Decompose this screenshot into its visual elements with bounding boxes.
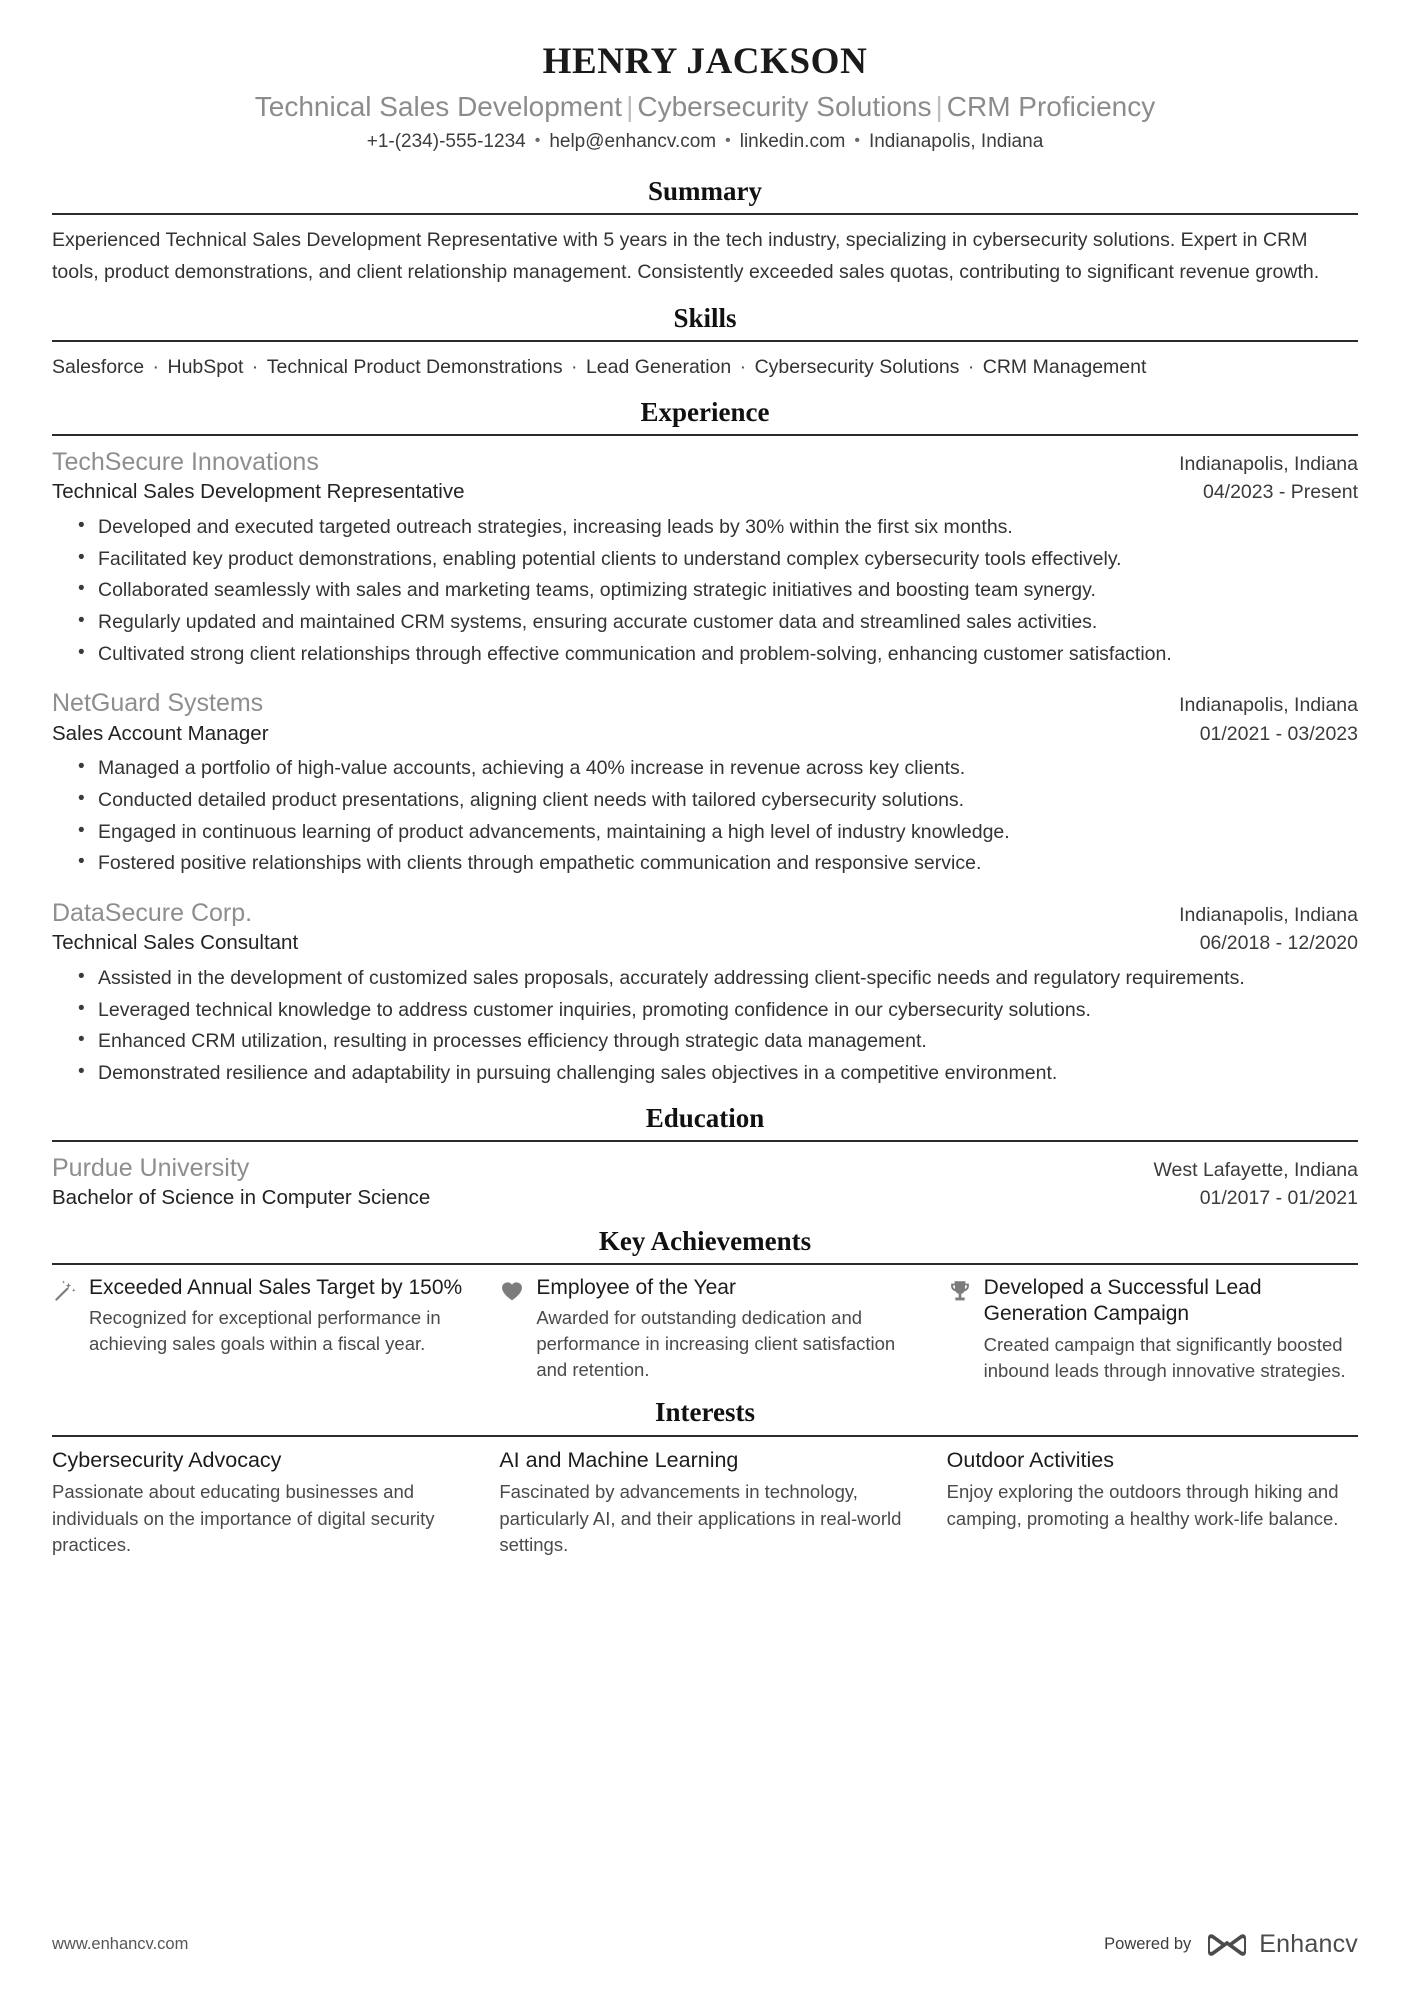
company-location: Indianapolis, Indiana (1179, 903, 1358, 926)
interest-item (947, 1447, 1358, 1532)
section-rule (52, 213, 1358, 215)
company-name: TechSecure Innovations (52, 447, 319, 476)
skill-item: Salesforce (52, 355, 145, 378)
degree-title: Bachelor of Science in Computer Science (52, 1186, 431, 1210)
section-rule (52, 434, 1358, 436)
responsibility-item: • Fostered positive relationships with clients through empathetic communication and responsive service. (78, 849, 1358, 879)
powered-by-label: Powered by (1104, 1935, 1192, 1953)
achievement-item (499, 1275, 910, 1383)
entry-subheader-row (52, 720, 1358, 748)
section-interests (52, 1397, 1358, 1558)
entry-subheader-row (52, 929, 1358, 957)
section-rule (52, 1435, 1358, 1437)
education-entries (52, 1152, 1358, 1212)
enhancv-logo (1204, 1930, 1358, 1959)
contact-linkedin[interactable]: linkedin.com (739, 130, 846, 152)
section-experience (52, 397, 1358, 1089)
headline-divider-icon: | (626, 90, 634, 122)
job-dates: 04/2023 - Present (1202, 481, 1358, 504)
bullet-separator-icon: • (854, 131, 860, 149)
responsibility-item: • Facilitated key product demonstrations, enabling potential clients to understand complex cybersecurity tools effectively. (78, 545, 1358, 575)
interest-description: Enjoy exploring the outdoors through hiking and camping, promoting a healthy work-life balance. (946, 1481, 1339, 1529)
job-dates: 06/2018 - 12/2020 (1199, 932, 1358, 955)
achievement-body (984, 1275, 1358, 1384)
skill-item: Cybersecurity Solutions (754, 355, 960, 378)
achievement-item (947, 1275, 1358, 1384)
achievement-column (499, 1275, 910, 1383)
job-title: Technical Sales Development Representative (52, 480, 465, 504)
achievement-column (52, 1275, 463, 1357)
contact-location: Indianapolis, Indiana (868, 130, 1044, 152)
resume-header (52, 42, 1358, 154)
section-rule (52, 1140, 1358, 1142)
job-title: Technical Sales Consultant (52, 931, 299, 955)
achievement-body (536, 1275, 910, 1383)
enhancv-mark-icon (1204, 1932, 1250, 1958)
headline-part-2: Cybersecurity Solutions (637, 90, 932, 122)
company-location: Indianapolis, Indiana (1179, 694, 1358, 717)
summary-text: Experienced Technical Sales Development Representative with 5 years in the tech industry, specializing in cybersecurity solutions. Expert in CRM tools, product demonstrations, and client relationship management. Consistently exceeded sales quotas, contributing to significant revenue growth. (52, 229, 1320, 283)
responsibility-item: • Managed a portfolio of high-value accounts, achieving a 40% increase in revenue across key clients. (78, 754, 1358, 784)
responsibility-item: • Cultivated strong client relationships through effective communication and problem-solving, enhancing customer satisfaction. (78, 640, 1358, 670)
achievement-title: Exceeded Annual Sales Target by 150% (89, 1275, 463, 1299)
experience-entry (52, 897, 1358, 1089)
company-location: Indianapolis, Indiana (1179, 452, 1358, 475)
heart-icon (499, 1278, 525, 1304)
contact-phone: +1-(234)-555-1234 (366, 130, 526, 152)
achievement-item (52, 1275, 463, 1357)
entry-header-row (52, 446, 1358, 479)
candidate-name: HENRY JACKSON (542, 41, 868, 82)
achievement-title: Developed a Successful Lead Generation Campaign (983, 1275, 1262, 1326)
interest-title: Cybersecurity Advocacy (52, 1447, 282, 1472)
skill-separator-icon: · (565, 355, 583, 378)
section-title-education: Education (645, 1102, 765, 1133)
headline-divider-icon: | (935, 90, 943, 122)
responsibility-list (52, 513, 1358, 669)
interests-columns (52, 1447, 1358, 1559)
section-rule (52, 1263, 1358, 1265)
section-summary (52, 176, 1358, 288)
section-key-achievements (52, 1226, 1358, 1384)
school-location: West Lafayette, Indiana (1153, 1158, 1358, 1181)
footer-branding (1104, 1930, 1358, 1959)
contact-email[interactable]: help@enhancv.com (549, 130, 717, 152)
headline-part-3: CRM Proficiency (946, 90, 1156, 122)
skill-separator-icon: · (147, 355, 165, 378)
entry-header-row (52, 1152, 1358, 1185)
experience-entry (52, 687, 1358, 879)
section-skills (52, 303, 1358, 383)
education-entry (52, 1152, 1358, 1212)
section-title-key-achievements: Key Achievements (598, 1225, 812, 1256)
company-name: NetGuard Systems (52, 689, 264, 718)
skill-separator-icon: · (962, 355, 980, 378)
interest-item (52, 1447, 463, 1559)
section-rule (52, 340, 1358, 342)
bullet-separator-icon: • (534, 131, 541, 149)
entry-header-row (52, 687, 1358, 720)
responsibility-item: • Enhanced CRM utilization, resulting in processes efficiency through strategic data management. (78, 1027, 1358, 1057)
section-title-interests: Interests (655, 1397, 755, 1428)
responsibility-list (52, 964, 1358, 1089)
skill-item: Lead Generation (585, 355, 732, 378)
job-dates: 01/2021 - 03/2023 (1199, 722, 1358, 745)
job-title: Sales Account Manager (52, 721, 269, 745)
skills-list (52, 352, 1358, 383)
company-name: DataSecure Corp. (52, 898, 253, 927)
interest-item (499, 1447, 910, 1559)
school-name: Purdue University (52, 1153, 250, 1182)
responsibility-item: • Engaged in continuous learning of product advancements, maintaining a high level of industry knowledge. (78, 818, 1358, 848)
section-title-skills: Skills (673, 302, 737, 333)
bullet-separator-icon: • (725, 131, 731, 149)
responsibility-item: • Regularly updated and maintained CRM systems, ensuring accurate customer data and streamlined sales activities. (78, 608, 1358, 638)
trophy-icon (947, 1278, 973, 1304)
responsibility-item: • Assisted in the development of customized sales proposals, accurately addressing client-specific needs and regulatory requirements. (78, 964, 1358, 994)
footer-url[interactable]: www.enhancv.com (52, 1935, 189, 1953)
skill-separator-icon: · (246, 355, 264, 378)
interest-title: Outdoor Activities (946, 1447, 1114, 1472)
skill-separator-icon: · (734, 355, 752, 378)
degree-dates: 01/2017 - 01/2021 (1199, 1187, 1358, 1210)
contact-line (52, 130, 1358, 155)
achievement-body (89, 1275, 463, 1357)
entry-subheader-row (52, 478, 1358, 506)
skill-item: HubSpot (167, 355, 244, 378)
enhancv-wordmark: Enhancv (1259, 1930, 1358, 1958)
responsibility-item: • Collaborated seamlessly with sales and marketing teams, optimizing strategic initiatives and boosting team synergy. (78, 576, 1358, 606)
candidate-headline (52, 89, 1358, 124)
section-title-summary: Summary (648, 176, 762, 207)
responsibility-item: • Demonstrated resilience and adaptability in pursuing challenging sales objectives in a competitive environment. (78, 1059, 1358, 1089)
responsibility-item: • Developed and executed targeted outreach strategies, increasing leads by 30% within the first six months. (78, 513, 1358, 543)
section-title-experience: Experience (640, 396, 770, 427)
responsibility-list (52, 754, 1358, 879)
section-education (52, 1103, 1358, 1212)
experience-entries (52, 446, 1358, 1089)
experience-entry (52, 446, 1358, 669)
responsibility-item: • Conducted detailed product presentations, aligning client needs with tailored cybersecurity solutions. (78, 786, 1358, 816)
page-footer (52, 1930, 1358, 1959)
entry-subheader-row (52, 1184, 1358, 1212)
achievement-description: Awarded for outstanding dedication and performance in increasing client satisfaction and retention. (536, 1307, 896, 1380)
achievement-description: Recognized for exceptional performance in achieving sales goals within a fiscal year. (89, 1307, 441, 1355)
magic-wand-icon (52, 1278, 78, 1304)
responsibility-item: • Leveraged technical knowledge to address customer inquiries, promoting confidence in our cybersecurity solutions. (78, 996, 1358, 1026)
interest-title: AI and Machine Learning (499, 1447, 739, 1472)
interest-description: Passionate about educating businesses and individuals on the importance of digital security practices. (52, 1481, 435, 1555)
entry-header-row (52, 897, 1358, 930)
headline-part-1: Technical Sales Development (254, 90, 623, 122)
achievement-description: Created campaign that significantly boosted inbound leads through innovative strategies. (983, 1333, 1346, 1381)
skill-item: Technical Product Demonstrations (266, 355, 563, 378)
achievements-columns (52, 1275, 1358, 1384)
interest-description: Fascinated by advancements in technology, particularly AI, and their applications in real-world settings. (499, 1481, 902, 1555)
achievement-title: Employee of the Year (536, 1275, 736, 1299)
achievement-column (947, 1275, 1358, 1384)
skill-item: CRM Management (982, 355, 1147, 378)
